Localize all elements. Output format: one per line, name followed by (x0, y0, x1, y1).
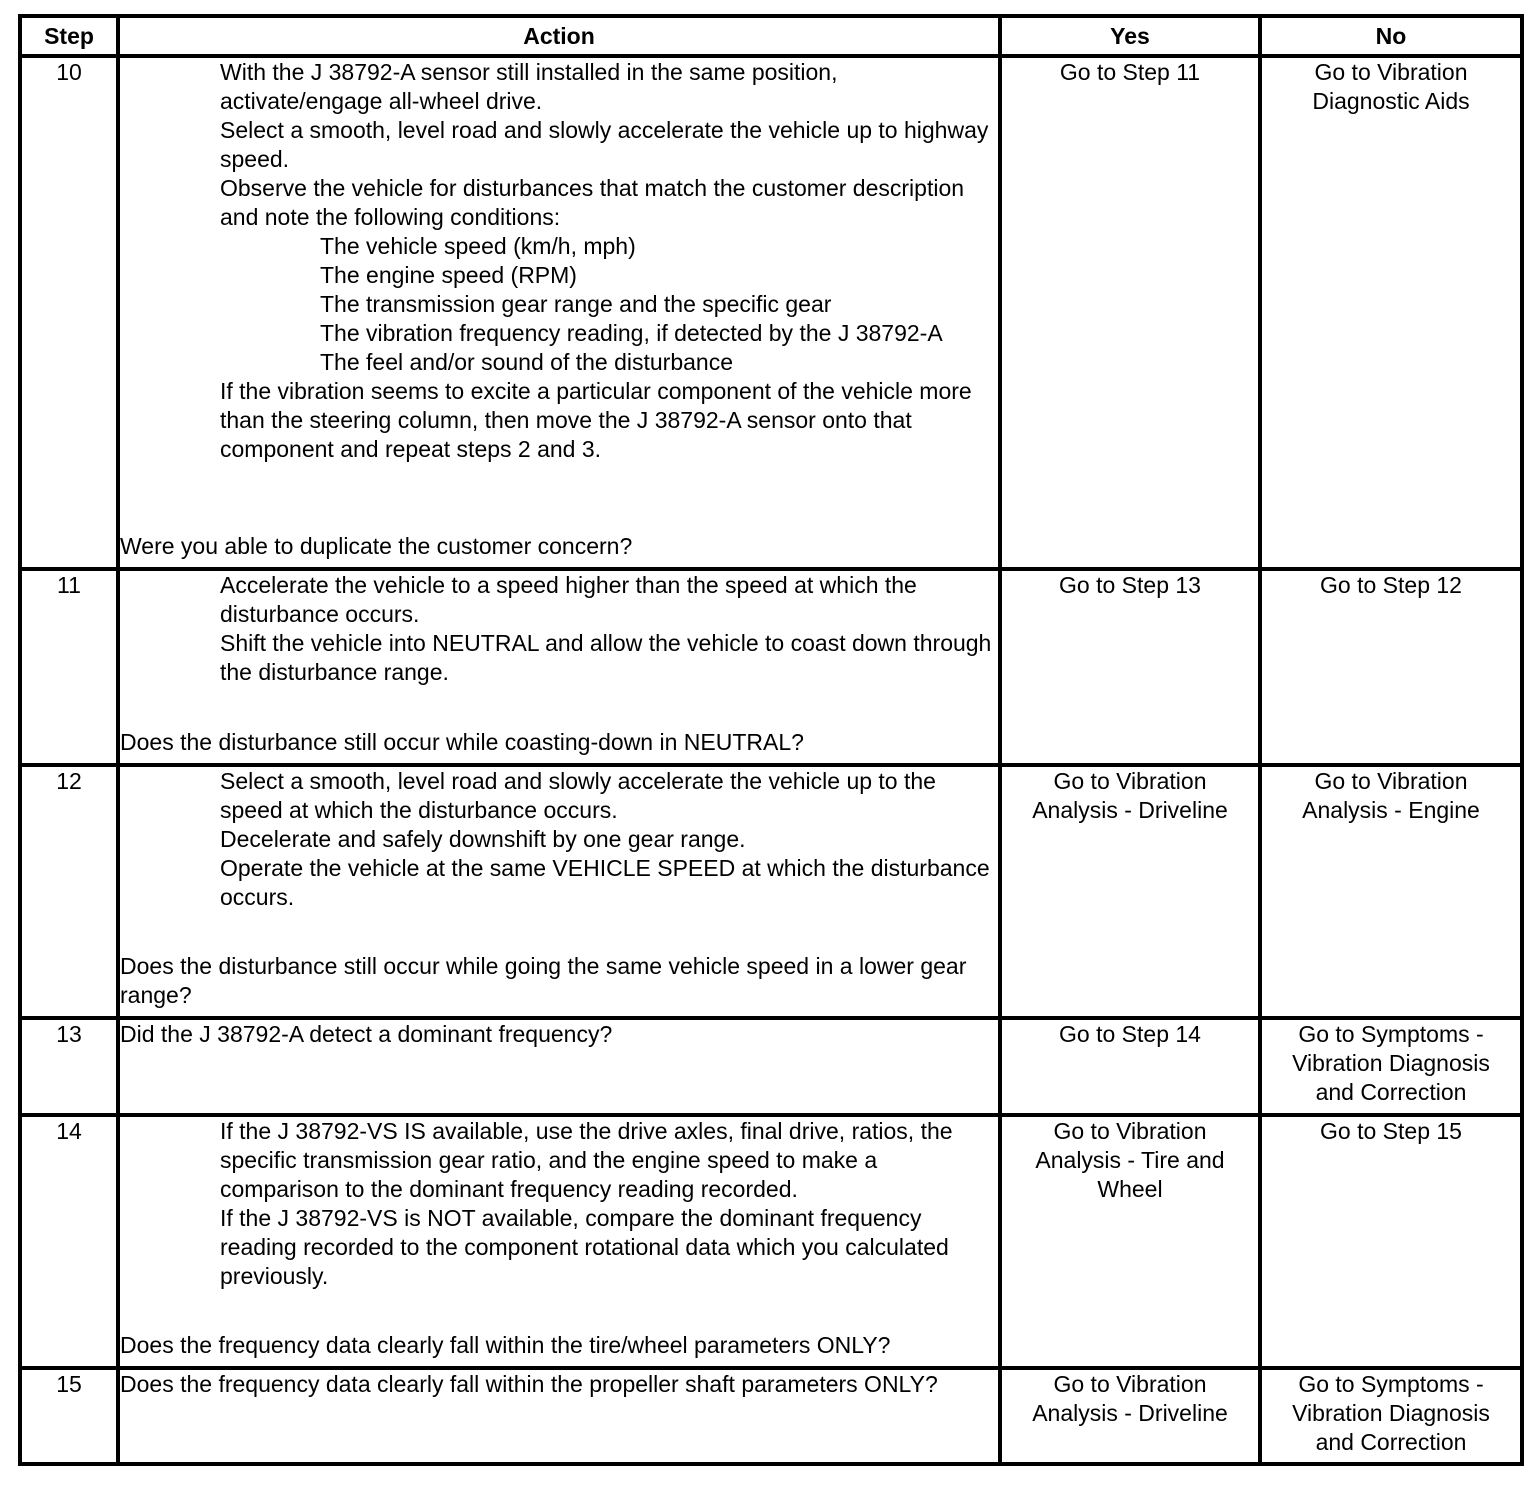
action-item: Observe the vehicle for disturbances that match the customer description and note the following conditions: (220, 175, 965, 230)
table-row (20, 765, 1522, 1018)
diagnostic-table (18, 14, 1524, 1466)
action-subitem: The vibration frequency reading, if detected by the J 38792-A (320, 320, 943, 346)
action-item: If the J 38792-VS is NOT available, compare the dominant frequency reading recorded to the component rotational data which you calculated previously. (220, 1205, 949, 1289)
header-yes: Yes (1000, 16, 1260, 56)
step-number: 12 (20, 765, 118, 1018)
action-item: Shift the vehicle into NEUTRAL and allow the vehicle to coast down through the disturbance range. (220, 630, 992, 685)
action-item: If the J 38792-VS IS available, use the drive axles, final drive, ratios, the specific transmission gear ratio, and the engine speed to make a comparison to the dominant frequency reading recorded. (220, 1118, 953, 1202)
no-cell: Go to Step 15 (1260, 1115, 1522, 1368)
action-cell (118, 1115, 1000, 1368)
header-no: No (1260, 16, 1522, 56)
action-subitem: The engine speed (RPM) (320, 262, 577, 288)
yes-cell: Go to Step 11 (1000, 56, 1260, 569)
action-item: Select a smooth, level road and slowly accelerate the vehicle up to the speed at which the disturbance occurs. (220, 768, 936, 823)
yes-cell: Go to Vibration Analysis - Driveline (1000, 765, 1260, 1018)
no-cell: Go to Symptoms - Vibration Diagnosis and Correction (1260, 1018, 1522, 1115)
no-cell: Go to Vibration Diagnostic Aids (1260, 56, 1522, 569)
step-number: 10 (20, 56, 118, 569)
step-number: 15 (20, 1368, 118, 1464)
action-question: Does the disturbance still occur while going the same vehicle speed in a lower gear range? (120, 953, 967, 1008)
action-item: If the vibration seems to excite a particular component of the vehicle more than the steering column, then move the J 38792-A sensor onto that component and repeat steps 2 and 3. (220, 378, 972, 462)
table-row (20, 1368, 1522, 1464)
action-question: Does the disturbance still occur while coasting-down in NEUTRAL? (120, 729, 804, 755)
action-item: With the J 38792-A sensor still installed in the same position, activate/engage all-wheel drive. (220, 59, 838, 114)
action-question: Does the frequency data clearly fall within the tire/wheel parameters ONLY? (120, 1332, 891, 1358)
header-action: Action (118, 16, 1000, 56)
table-row (20, 56, 1522, 569)
no-cell: Go to Step 12 (1260, 569, 1522, 765)
table-row (20, 1018, 1522, 1115)
action-question: Did the J 38792-A detect a dominant frequency? (120, 1021, 613, 1047)
table-row (20, 569, 1522, 765)
action-subitem: The feel and/or sound of the disturbance (320, 349, 734, 375)
action-subitem: The transmission gear range and the specific gear (320, 291, 832, 317)
action-cell (118, 765, 1000, 1018)
action-item: Decelerate and safely downshift by one gear range. (220, 826, 746, 852)
yes-cell: Go to Vibration Analysis - Driveline (1000, 1368, 1260, 1464)
header-step: Step (20, 16, 118, 56)
action-subitem: The vehicle speed (km/h, mph) (320, 233, 636, 259)
step-number: 11 (20, 569, 118, 765)
step-number: 13 (20, 1018, 118, 1115)
action-cell (118, 56, 1000, 569)
step-number: 14 (20, 1115, 118, 1368)
table-row (20, 1115, 1522, 1368)
header-row (20, 16, 1522, 56)
action-item: Accelerate the vehicle to a speed higher than the speed at which the disturbance occurs. (220, 572, 917, 627)
yes-cell: Go to Vibration Analysis - Tire and Wheel (1000, 1115, 1260, 1368)
yes-cell: Go to Step 13 (1000, 569, 1260, 765)
action-cell (118, 1018, 1000, 1115)
action-item: Operate the vehicle at the same VEHICLE SPEED at which the disturbance occurs. (220, 855, 990, 910)
action-question: Were you able to duplicate the customer concern? (120, 533, 633, 559)
yes-cell: Go to Step 14 (1000, 1018, 1260, 1115)
action-cell (118, 569, 1000, 765)
action-item: Select a smooth, level road and slowly accelerate the vehicle up to highway speed. (220, 117, 989, 172)
action-cell (118, 1368, 1000, 1464)
no-cell: Go to Symptoms - Vibration Diagnosis and Correction (1260, 1368, 1522, 1464)
no-cell: Go to Vibration Analysis - Engine (1260, 765, 1522, 1018)
action-question: Does the frequency data clearly fall within the propeller shaft parameters ONLY? (120, 1371, 938, 1397)
